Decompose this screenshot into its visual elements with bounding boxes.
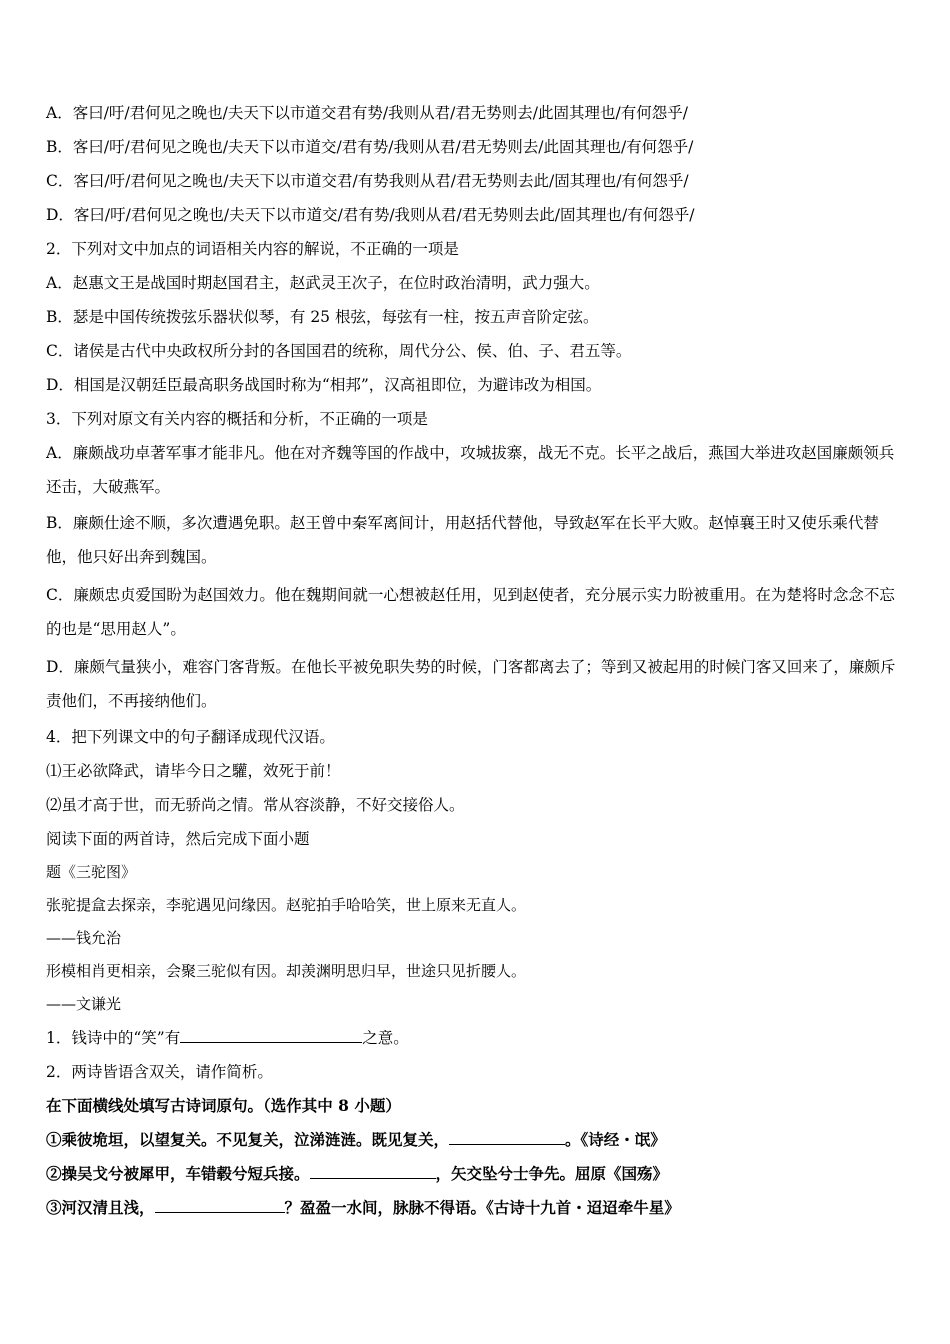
poem-question-1 bbox=[46, 1027, 908, 1049]
q3-option-c: C．廉颇忠贞爱国盼为赵国效力。他在魏期间就一心想被赵任用，见到赵使者，充分展示实力盼被重用。在为楚将时念念不忘的也是“思用赵人”。 bbox=[46, 586, 895, 638]
q1-option-b: B．客曰/吁/君何见之晚也/夫天下以市道交/君有势/我则从君/君无势则去/此固其理也/有何怨乎/ bbox=[46, 138, 694, 156]
answer-blank[interactable] bbox=[180, 1028, 362, 1043]
poem-1-author: ——钱允治 bbox=[46, 929, 122, 947]
dictation-item-1-before: ①乘彼垝垣，以望复关。不见复关，泣涕涟涟。既见复关， bbox=[46, 1130, 450, 1149]
dictation-stem: 在下面横线处填写古诗词原句。（选作其中 8 小题） bbox=[46, 1096, 401, 1115]
dictation-item-3 bbox=[46, 1197, 908, 1219]
dictation-item-2-after: ，矢交坠兮士争先。屈原《国殇》 bbox=[435, 1164, 669, 1183]
q1-option-d: D．客曰/吁/君何见之晚也/夫天下以市道交/君有势/我则从君/君无势则去此/固其理也/有何怨乎/ bbox=[46, 206, 695, 224]
poem-title: 题《三驼图》 bbox=[46, 863, 137, 881]
poem-question-1-before: 1．钱诗中的“笑”有 bbox=[46, 1029, 181, 1047]
q3-stem: 3．下列对原文有关内容的概括和分析，不正确的一项是 bbox=[46, 410, 428, 428]
dictation-item-3-before: ③河汉清且浅， bbox=[46, 1198, 155, 1217]
poem-2-text: 形模相肖更相亲，会聚三驼似有因。却羡渊明思归早，世途只见折腰人。 bbox=[46, 962, 527, 980]
q4-sentence-1: ⑴王必欲降武，请毕今日之驩，效死于前！ bbox=[46, 762, 341, 780]
q4-sentence-2: ⑵虽才高于世，而无骄尚之情。常从容淡静，不好交接俗人。 bbox=[46, 796, 465, 814]
q2-option-d: D．相国是汉朝廷臣最高职务战国时称为“相邦”，汉高祖即位，为避讳改为相国。 bbox=[46, 376, 602, 394]
poem-intro: 阅读下面的两首诗，然后完成下面小题 bbox=[46, 830, 310, 848]
q4-stem: 4．把下列课文中的句子翻译成现代汉语。 bbox=[46, 728, 335, 746]
q2-option-c: C．诸侯是古代中央政权所分封的各国国君的统称，周代分公、侯、伯、子、君五等。 bbox=[46, 342, 632, 360]
poem-question-2: 2．两诗皆语含双关，请作简析。 bbox=[46, 1063, 273, 1081]
dictation-item-1-after: 。《诗经・氓》 bbox=[565, 1130, 666, 1149]
answer-blank[interactable] bbox=[310, 1164, 436, 1179]
q2-stem: 2．下列对文中加点的词语相关内容的解说，不正确的一项是 bbox=[46, 240, 459, 258]
answer-blank[interactable] bbox=[155, 1198, 285, 1213]
q1-option-c: C．客曰/吁/君何见之晚也/夫天下以市道交君/有势我则从君/君无势则去此/固其理也/有何怨乎/ bbox=[46, 172, 689, 190]
dictation-item-2-before: ②操吴戈兮被犀甲，车错毂兮短兵接。 bbox=[46, 1164, 310, 1183]
q2-option-b: B．瑟是中国传统拨弦乐器状似琴，有 25 根弦，每弦有一柱，按五声音阶定弦。 bbox=[46, 308, 599, 326]
dictation-item-3-after: ？盈盈一水间，脉脉不得语。《古诗十九首・迢迢牵牛星》 bbox=[284, 1198, 680, 1217]
dictation-item-2 bbox=[46, 1163, 908, 1185]
q2-option-a: A．赵惠文王是战国时期赵国君主，赵武灵王次子，在位时政治清明，武力强大。 bbox=[46, 274, 600, 292]
poem-1-text: 张驼提盒去探亲，李驼遇见问缘因。赵驼拍手哈哈笑，世上原来无直人。 bbox=[46, 896, 527, 914]
q3-option-b: B．廉颇仕途不顺，多次遭遇免职。赵王曾中秦军离间计，用赵括代替他，导致赵军在长平大败。赵悼襄王时又使乐乘代替他，他只好出奔到魏国。 bbox=[46, 514, 879, 566]
q3-option-a: A．廉颇战功卓著军事才能非凡。他在对齐魏等国的作战中，攻城拔寨，战无不克。长平之战后，燕国大举进攻赵国廉颇领兵还击，大破燕军。 bbox=[46, 444, 895, 496]
answer-blank[interactable] bbox=[449, 1130, 565, 1145]
dictation-item-1 bbox=[46, 1129, 908, 1151]
poem-question-1-after: 之意。 bbox=[362, 1029, 409, 1047]
q3-option-d: D．廉颇气量狭小，难容门客背叛。在他长平被免职失势的时候，门客都离去了；等到又被起用的时候门客又回来了，廉颇斥责他们，不再接纳他们。 bbox=[46, 658, 896, 710]
q1-option-a: A．客曰/吁/君何见之晚也/夫天下以市道交君有势/我则从君/君无势则去/此固其理也/有何怨乎/ bbox=[46, 104, 688, 122]
poem-2-author: ——文谦光 bbox=[46, 995, 122, 1013]
